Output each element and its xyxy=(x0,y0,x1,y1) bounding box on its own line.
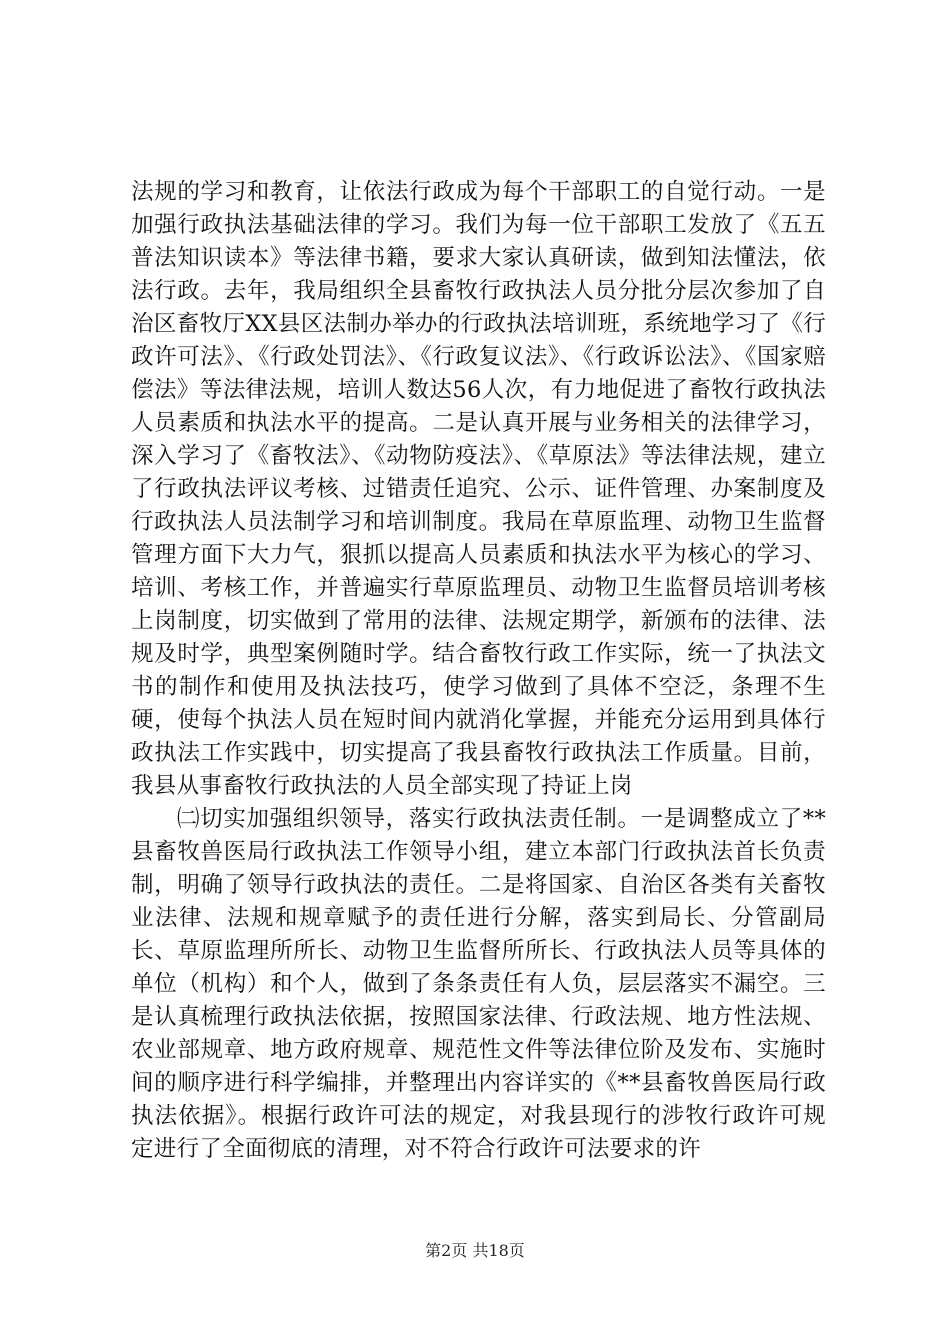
document-body xyxy=(131,176,826,1166)
paragraph-1: 法规的学习和教育，让依法行政成为每个干部职工的自觉行动。一是加强行政执法基础法律的学习。我们为每一位干部职工发放了《五五普法知识读本》等法律书籍，要求大家认真研读，做到知法懂法，依法行政。去年，我局组织全县畜牧行政执法人员分批分层次参加了自治区畜牧厅XX县区法制办举办的行政执法培训班，系统地学习了《行政许可法》、《行政处罚法》、《行政复议法》、《行政诉讼法》、《国家赔偿法》等法律法规，培训人数达56人次，有力地促进了畜牧行政执法人员素质和执法水平的提高。二是认真开展与业务相关的法律学习，深入学习了《畜牧法》、《动物防疫法》、《草原法》等法律法规，建立了行政执法评议考核、过错责任追究、公示、证件管理、办案制度及行政执法人员法制学习和培训制度。我局在草原监理、动物卫生监督管理方面下大力气，狠抓以提高人员素质和执法水平为核心的学习、培训、考核工作，并普遍实行草原监理员、动物卫生监督员培训考核上岗制度，切实做到了常用的法律、法规定期学，新颁布的法律、法规及时学，典型案例随时学。结合畜牧行政工作实际，统一了执法文书的制作和使用及执法技巧，使学习做到了具体不空泛，条理不生硬，使每个执法人员在短时间内就消化掌握，并能充分运用到具体行政执法工作实践中，切实提高了我县畜牧行政执法工作质量。目前，我县从事畜牧行政执法的人员全部实现了持证上岗 xyxy=(131,179,826,799)
page-number-footer: 第2页 共18页 xyxy=(425,1241,525,1260)
paragraph-2: ㈡切实加强组织领导，落实行政执法责任制。一是调整成立了**县畜牧兽医局行政执法工作领导小组，建立本部门行政执法首长负责制，明确了领导行政执法的责任。二是将国家、自治区各类有关畜牧业法律、法规和规章赋予的责任进行分解，落实到局长、分管副局长、草原监理所所长、动物卫生监督所所长、行政执法人员等具体的单位（机构）和个人，做到了条条责任有人负，层层落实不漏空。三是认真梳理行政执法依据，按照国家法律、行政法规、地方性法规、农业部规章、地方政府规章、规范性文件等法律位阶及发布、实施时间的顺序进行科学编排，并整理出内容详实的《**县畜牧兽医局行政执法依据》。根据行政许可法的规定，对我县现行的涉牧行政许可规定进行了全面彻底的清理，对不符合行政许可法要求的许 xyxy=(131,806,826,1162)
